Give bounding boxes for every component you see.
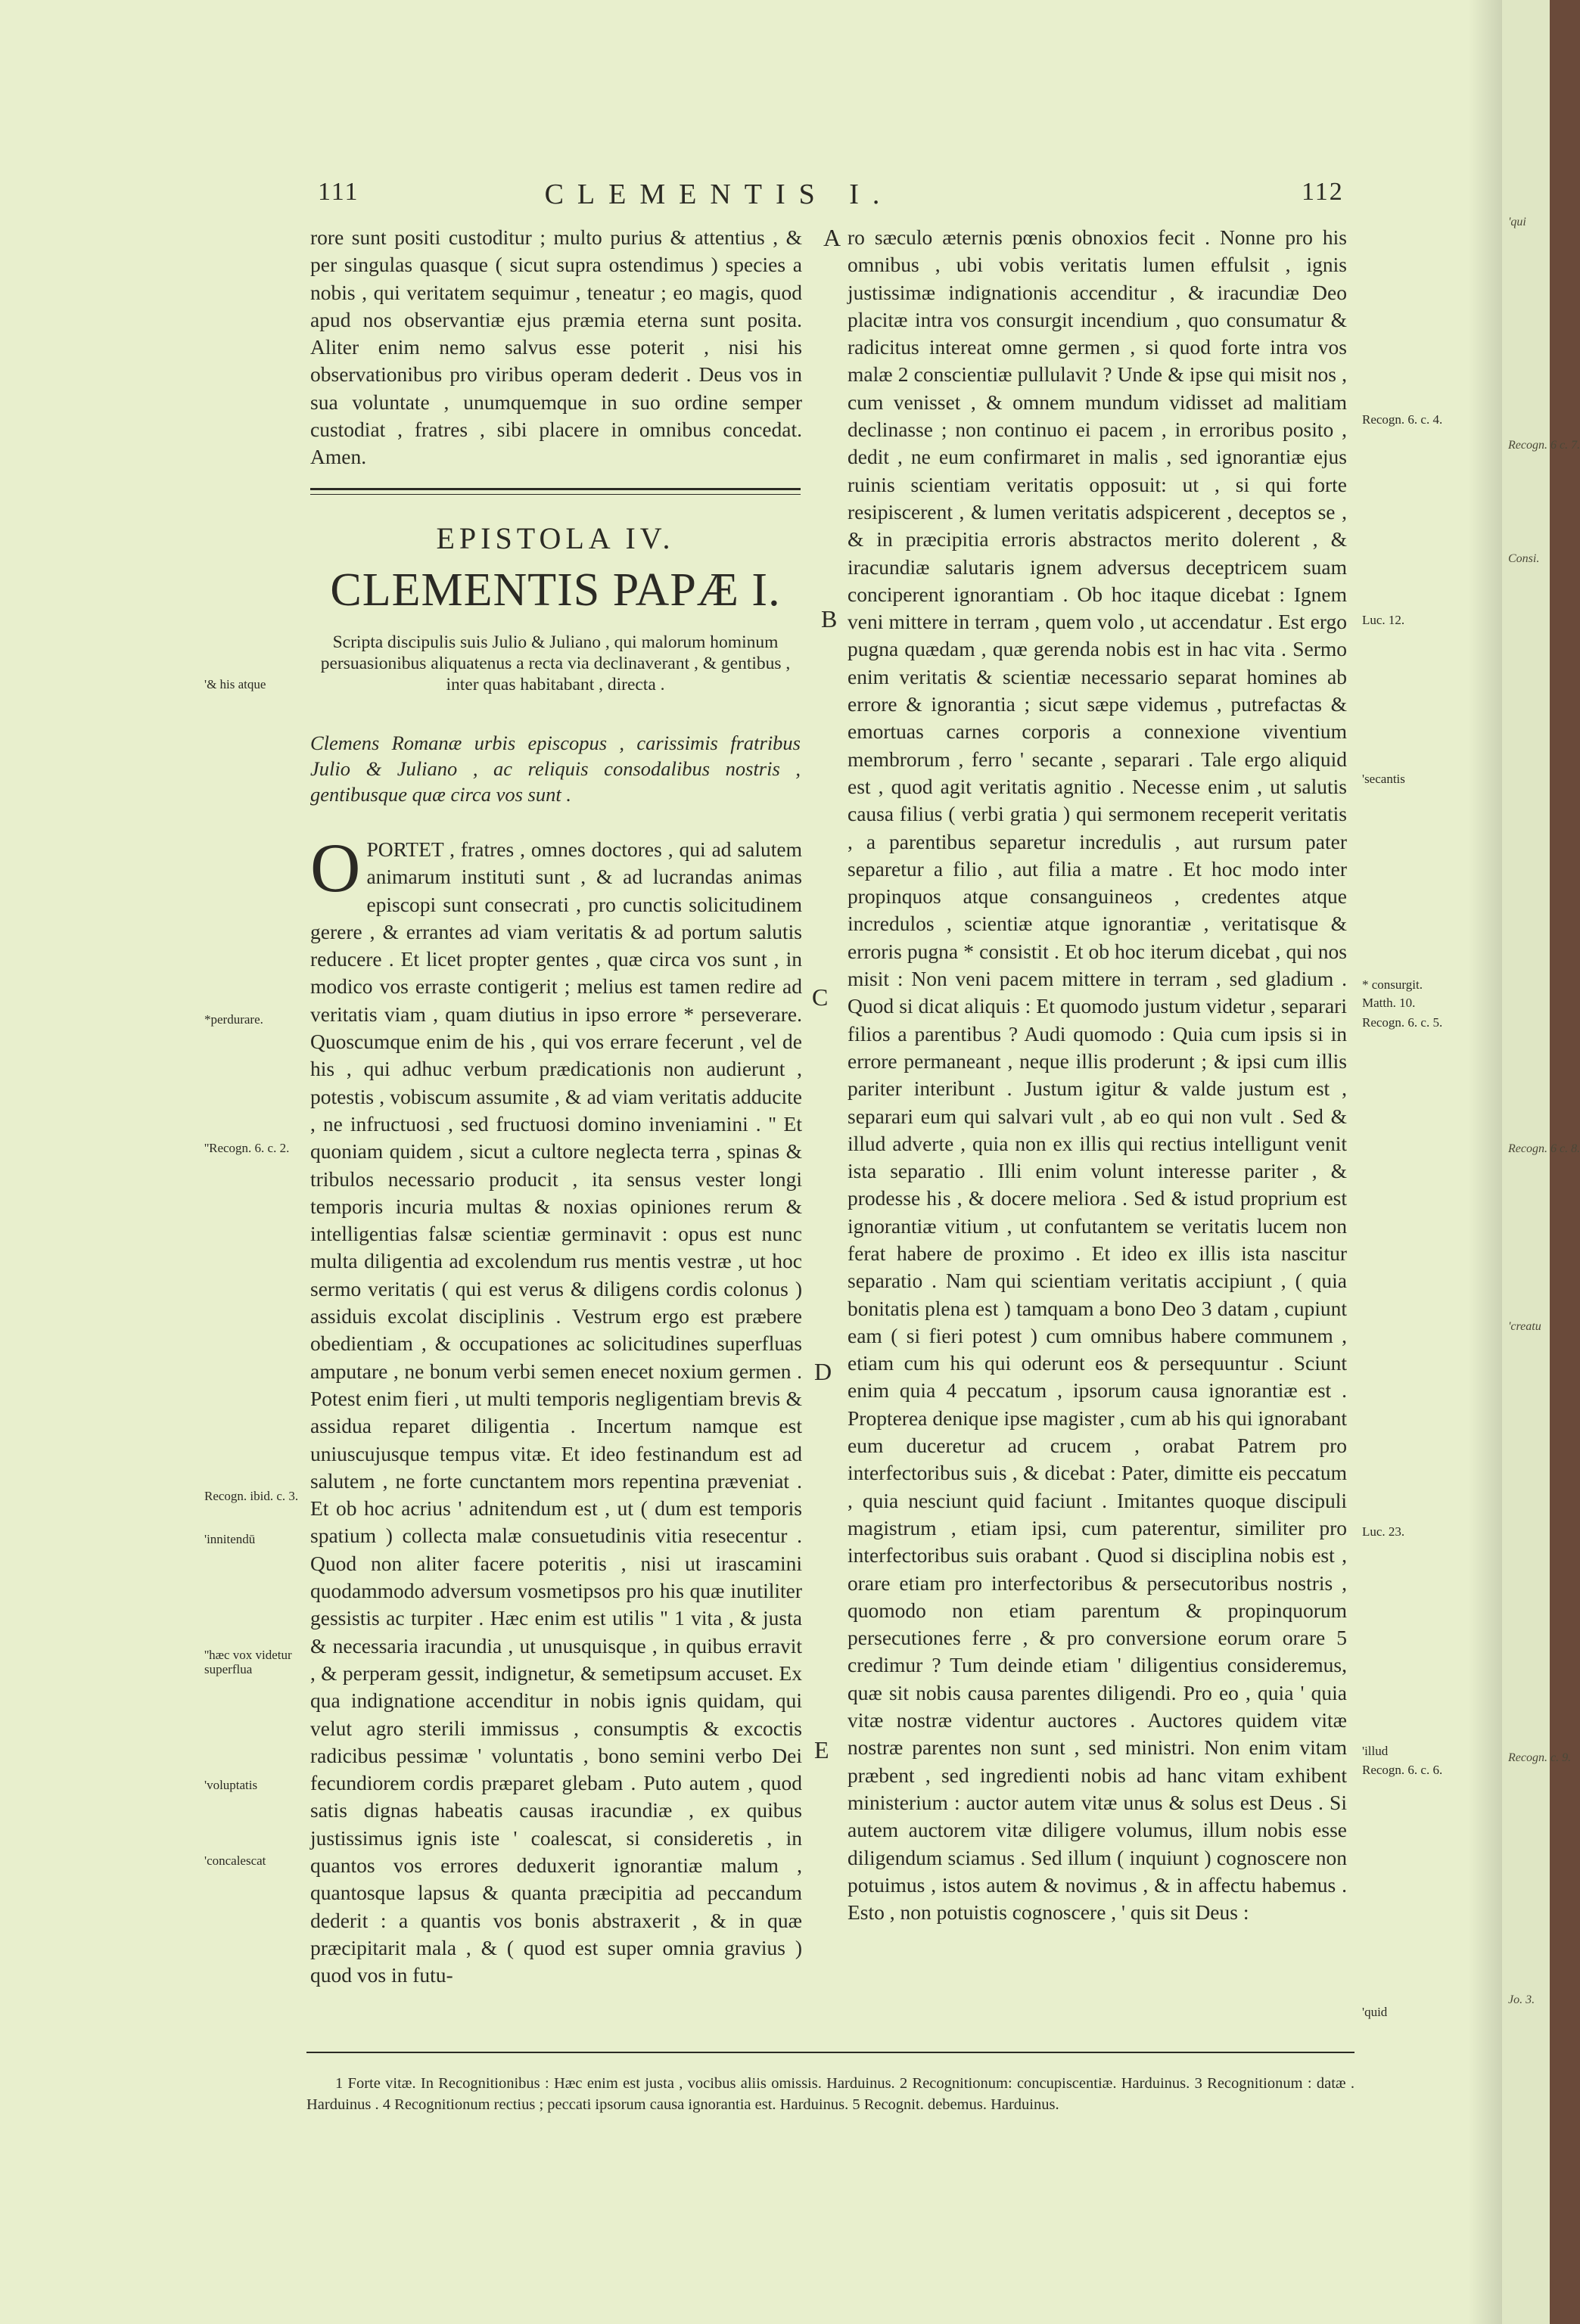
epistle-description: Scripta discipulis suis Julio & Juliano , qui malorum hominum persuasionibus aliquatenus a recta via declinaverant , & gentibus , inter quas habitabant , directa . xyxy=(320,632,791,694)
section-letter-c: C xyxy=(812,983,829,1011)
margin-note: 'innitendū xyxy=(204,1532,256,1546)
epistle-number: EPISTOLA IV. xyxy=(436,521,675,555)
margin-note: Recogn. 6. c. 5. xyxy=(1362,1015,1443,1030)
next-page-note: Recogn. c. 9. xyxy=(1508,1751,1572,1764)
margin-note: Luc. 23. xyxy=(1362,1524,1405,1539)
epistle-address: Clemens Romanæ urbis episcopus , carissimis fratribus Julio & Juliano , ac reliquis consodalibus nostris , gentibusque quæ circa vos sunt . xyxy=(310,732,801,806)
next-page-note: Recogn. 6 c. 7. xyxy=(1508,439,1580,452)
margin-note: Recogn. ibid. c. 3. xyxy=(204,1489,299,1503)
margin-note: ''Recogn. 6. c. 2. xyxy=(204,1141,290,1155)
margin-note: Matth. 10. xyxy=(1362,996,1416,1010)
epistle-title: CLEMENTIS PAPÆ I. xyxy=(330,564,781,616)
page-number-left: 111 xyxy=(318,178,359,206)
next-page-note: Recogn. 6 c. 8. xyxy=(1508,1142,1580,1155)
margin-note: *perdurare. xyxy=(204,1012,263,1027)
section-letter-b: B xyxy=(821,605,838,632)
margin-note: 'concalescat xyxy=(204,1853,266,1868)
margin-note: 'secantis xyxy=(1362,772,1405,786)
margin-note: '& his atque xyxy=(204,677,266,691)
right-column: ro sæculo æternis pœnis obnoxios fecit . Nonne pro his omnibus , ubi vobis veritatis lumen effulsit , ignis justissimæ indignationis accenditur , & iracundiæ Deo placitæ intra vos consurgit incendium , quo consumatur & radicitus intereat omne germen , si quod forte intra vos malæ 2 conscientiæ pullulavit ? Unde & ipse qui misit nos , cum venisset , & omnem mundum vidisset ad malitiam declinasse ; non continuo ei pacem , in erroribus posito , dedit , ne eum confirmaret in malis , sed ignorantiæ ejus ruinis scientiam veritatis opposuit: ut , si qui forte resipiscerent , & lumen veritatis adspicerent , deceptos se , & in præcipitia erroris abstractos merito dolerent , & iracundiæ salutaris ignem adversus deceptricem suam conciperent ignorantiam . Ob hoc itaque dicebat : Ignem veni mittere in terram , quem volo , ut accendatur . Est ergo pugna quædam , quæ gerenda nobis est in hac vita . Sermo enim veritatis & scientiæ necessario separat homines ab errore & ignorantia ; sicut sæpe videmus , putrefactas & emortuas carnes corporis a connexione viventium membrorum , ferro ' secante , separari . Tale ergo aliquid est , quod agit veritatis agnitio . Necesse enim , ut salutis causa filius ( verbi gratia ) qui sermonem receperit veritatis , a parentibus separetur incredulis , aut rursum pater separetur a filio , aut filia a matre . Et hoc modo inter propinquos atque consanguineos , credentes atque incredulos , scientiæ atque ignorantiæ , veritatisque & erroris pugna * consistit . Et ob hoc iterum dicebat , qui nos misit : Non veni pacem mittere in terram , sed gladium . Quod si dicat aliquis : Et quomodo justum videtur , separari filios a parentibus ? Audi quomodo : Quia cum ipsis si in errore permaneant , neque illis proderunt ; & ipsi cum illis pariter interibunt . Justum igitur & valde justum est , separari eum qui salvari vult , ab eo qui non vult . Sed & illud adverte , quia non ex illis qui rectius intelligunt venit ista separatio . Illi enim volunt interesse pariter , & prodesse his , & docere meliora . Sed & istud proprium est ignorantiæ vitium , ut confutantem se veritatis lucem non ferat habere de proximo . Et ideo ex illis ista nascitur separatio . Nam qui scientiam veritatis accipiunt , ( quia bonitatis plena est ) tamquam a bono Deo 3 datam , cupiunt eam ( si fieri potest ) cum omnibus habere communem , etiam cum his qui oderunt eos & persequuntur . Sciunt enim quia 4 peccatum , ipsorum causa ignorantiæ est . Propterea denique ipse magister , cum ab his qui ignorabant eum duceretur ad crucem , orabat Patrem pro interfectoribus suis , & dicebat : Pater, dimitte eis peccatum , quia nesciunt quid faciunt . Imitantes quoque discipuli magistrum , etiam ipsi, cum paterentur, similiter pro interfectoribus suis orabant . Quod si disciplina nobis est , orare etiam pro interfectoribus & persecutoribus nostris , quomodo non etiam parentum & propinquorum persecutiones ferre , & pro conversione eorum orare 5 credimur ? Tum deinde etiam ' diligentius consideremus, quæ sit nobis causa parentes diligendi. Pro eo , quia ' quia vitæ nostræ videntur auctores . Auctores quidem vitæ nostræ parentes non sunt , sed ministri. Non enim vitam præbent , sed ingredienti nobis ad hanc vitam exhibent ministerium : auctor autem vitæ unus & solus est Deus . Si autem auctorem vitæ diligere volumus, illum nobis esse diligendum sciamus . Sed illum ( inquiunt ) cognoscere non potuimus , istos autem & novimus , & in affectu habemus . Esto , non potuistis cognoscere , ' quis sit Deus : xyxy=(848,225,1347,1925)
spine-shadow xyxy=(1468,0,1502,2324)
margin-note: Recogn. 6. c. 6. xyxy=(1362,1763,1443,1777)
page-number-right: 112 xyxy=(1302,178,1344,206)
next-page-note: Consi. xyxy=(1508,552,1540,565)
section-letter-d: D xyxy=(814,1358,832,1385)
left-column-top: rore sunt positi custoditur ; multo purius & attentius , & per singulas quasque ( sicut supra ostendimus ) species a nobis , qui veritatem sequimur , teneatur ; eo magis, quod apud nos observantiæ ejus præmia eterna sunt posita. Aliter enim nemo salvus esse poterit , nisi his observationibus pro viribus operam dederit . Deus vos in sua voluntate , unumquemque in suo ordine semper custodiat , fratres , sibi placere in omnibus concedat. Amen. xyxy=(310,225,802,469)
margin-note: Recogn. 6. c. 4. xyxy=(1362,412,1443,427)
margin-note: 'quid xyxy=(1362,2005,1388,2019)
next-page-note: 'creatu xyxy=(1508,1320,1541,1333)
left-column-body xyxy=(310,829,802,1989)
margin-note: 'voluptatis xyxy=(204,1778,258,1792)
footnote-text: 1 Forte vitæ. In Recognitionibus : Hæc enim est justa , vocibus aliis omissis. Harduinus. 2 Recognitionum: concupiscentiæ. Harduinus. 3 Recognitionum : datæ . Harduinus . 4 Recognitionum rectius ; peccati ipsorum causa ignorantia est. Harduinus. 5 Recognit. debemus. Harduinus. xyxy=(306,2075,1355,2113)
drop-cap: O xyxy=(310,829,361,906)
running-title: CLEMENTIS I. xyxy=(544,179,894,210)
margin-note: Luc. 12. xyxy=(1362,613,1405,627)
next-page-note: Jo. 3. xyxy=(1508,1993,1535,2006)
section-divider xyxy=(310,488,801,495)
margin-note: ''hæc vox videtur superflua xyxy=(204,1648,292,1676)
section-letter-a: A xyxy=(823,224,841,251)
next-page-edge xyxy=(1502,0,1580,2324)
next-page-note: 'qui xyxy=(1508,216,1526,228)
footnotes xyxy=(306,2073,1355,2115)
margin-note: 'illud xyxy=(1362,1744,1389,1758)
footnote-rule xyxy=(306,2052,1355,2053)
section-letter-e: E xyxy=(814,1736,829,1763)
margin-note: * consurgit. xyxy=(1362,977,1423,992)
left-column-body-text: PORTET , fratres , omnes doctores , qui ad salutem animarum instituti sunt , & ad lucrandas animas episcopi sunt consecrati , pro cunctis solicitudinem gerere , & errantes ad viam veritatis & ad portum salutis reducere . Et licet propter gentes , quæ circa vos sunt , in modico vos erraste contigerit ; melius est tamen redire ad veritatis viam , quam diutius in ipso errore * perseverare. Quoscumque enim de his , qui vos errare fecerunt , vel de his , qui adhuc verbum prædicationis non audierunt , potestis , vobiscum assumite , & ad viam veritatis adducite , ne infructuosi , sed fructuosi domino inveniamini . '' Et quoniam quidem , sicut a cultore neglecta terra , spinas & tribulos necessario producit , ita sensus vester longi temporis incuria multas & noxias opiniones rerum & intelligentias falsæ scientiæ germinavit : opus est nunc multa diligentia ad excolendum rus mentis vestræ , ut hoc sermo veritatis ( qui est verus & diligens cordis colonus ) assiduis excolat disciplinis . Vestrum ergo est præbere obedientiam , & occupationes ac solicitudines superfluas amputare , ne bonum verbi semen enecet noxium germen . Potest enim fieri , ut multi temporis negligentiam brevis & assidua reparet diligentia . Incertum namque est uniuscujusque tempus vitæ. Et ideo festinandum est ad salutem , ne forte cunctantem mors repentina præveniat . Et ob hoc acrius ' adnitendum est , ut ( dum est temporis spatium ) collecta malæ consuetudinis vitia resecentur . Quod non aliter facere poteritis , nisi ut irascamini quodammodo adversum vosmetipsos pro his quæ inutiliter gessistis ac turpiter . Hæc enim est utilis '' 1 vita , & justa & necessaria iracundia , ut unusquisque , in quibus erravit , & perperam gessit, indignetur, & semetipsum accuset. Ex qua indignatione accenditur in nobis ignis quidam, qui velut agro sterili immissus , consumptis & excoctis radicibus pessimæ ' voluntatis , bono semini verbo Dei fecundiorem cordis præparet glebam . Puto autem , quod satis dignas habeatis causas iracundiæ , ex quibus justissimus ignis iste ' coalescat, si consideretis , in quantos vos errores deduxerit ignorantiæ malum , quantosque lapsus & quanta præcipitia ad peccandum dederit : a quantis vos bonis abstraxerit , & in quæ præcipitarit mala , & ( quod est super omnia gravius ) quod vos in futu- xyxy=(310,837,802,1987)
